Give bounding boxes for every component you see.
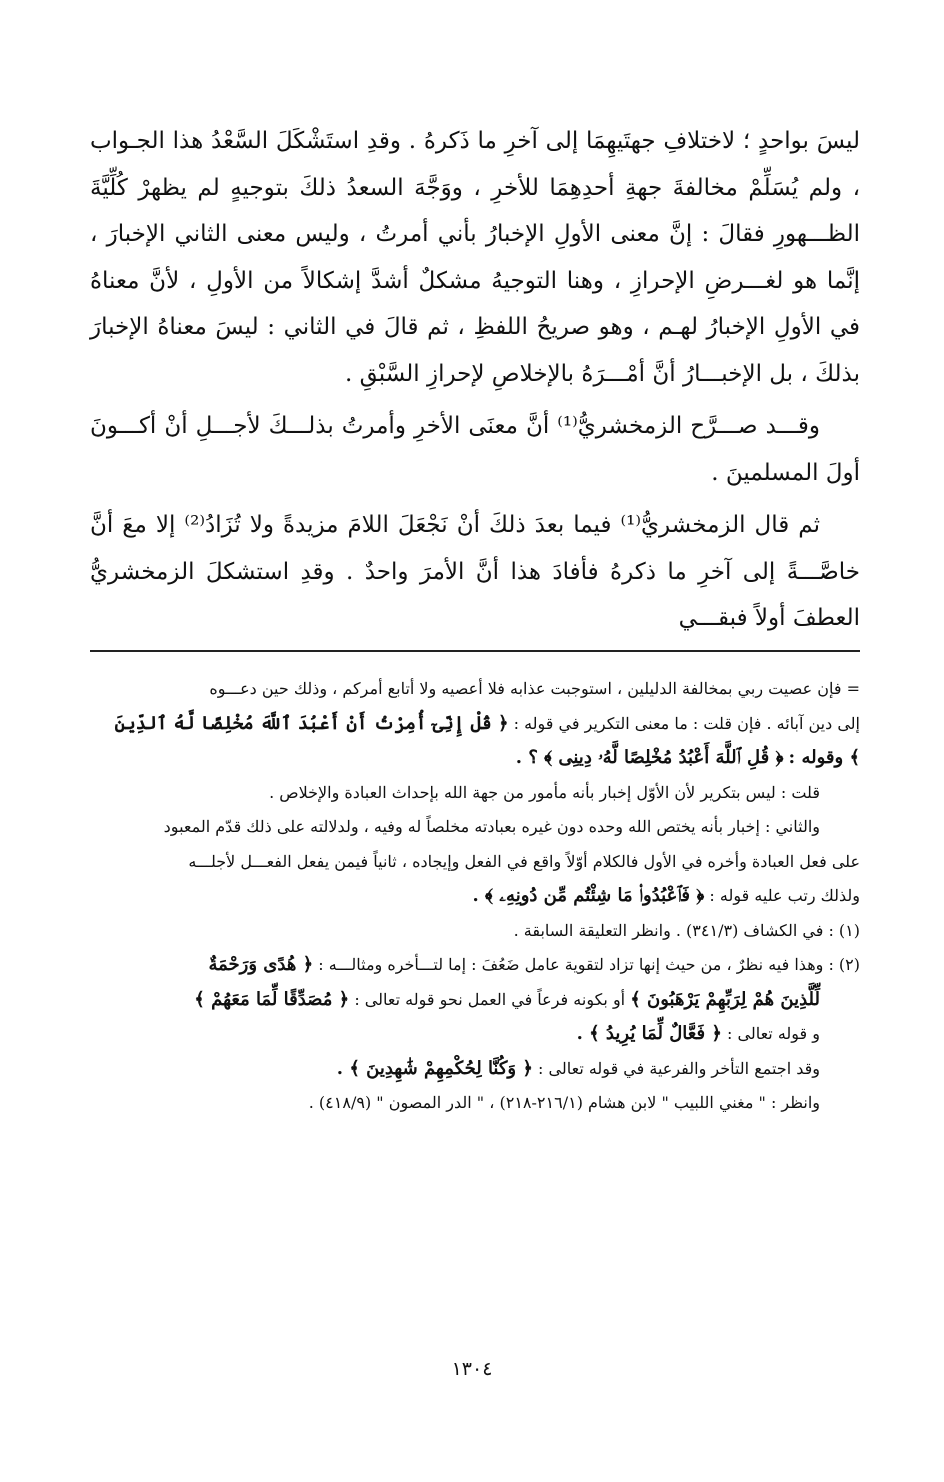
main-paragraph-1: ليسَ بواحدٍ ؛ لاختلافِ جهتَيهِمَا إلى آخرِ ما ذَكرهُ . وقدِ استَشْكَلَ السَّعْدُ هذا الجـواب ، ولم يُسَلِّمْ مخالفةَ جهةِ أحدِهِمَا للأخرِ ، ووَجَّهَ السعدُ ذلكَ بتوجيهٍ لم يظهرْ كُلِّيَّةَ الظـــهورِ فقالَ : إنَّ معنى الأولِ الإخبارُ بأني أمرتُ ، وليس معنى الثاني الإخبارَ ، إنَّما هو لغـــرضِ الإحرازِ ، وهنا التوجيهُ مشكلٌ أشدَّ إشكالاً من الأولِ ، لأنَّ معناهُ في الأولِ الإخبارُ لهـم ، وهو صريحُ اللفظِ ، ثم قالَ في الثاني : ليسَ معناهُ الإخبارَ بذلكَ ، بل الإخبـــارُ أنَّ أمْـــرَهُ بالإخلاصِ لإحرازِ السَّبْقِ . xyxy=(90,128,860,387)
main-text-body xyxy=(90,118,860,648)
footnote-note-2-line-5: وانظر : " مغني اللبيب " لابن هشام (٢١٦/١-٢١٨) ، " الدر المصون " (٤١٨/٩) . xyxy=(308,1093,820,1112)
quran-verse: ﴿ هُدًى وَرَحْمَةٌ xyxy=(208,954,314,975)
footnote-text: أو بكونه فرعاً في العمل نحو قوله تعالى : xyxy=(354,989,626,1009)
quran-verse: لِّلَّذِينَ هُمْ لِرَبِّهِمْ يَرْهَبُونَ ﴾ xyxy=(630,988,820,1010)
main-paragraph-2: وقـــد صـــرَّح الزمخشريُّ⁽¹⁾ أنَّ معنَى الأخرِ وأمرتُ بذلـــكَ لأجـــلِ أنْ أكـــونَ أولَ المسلمينَ . xyxy=(90,413,860,486)
main-paragraph-3: ثم قال الزمخشريُّ⁽¹⁾ فيما بعدَ ذلكَ أنْ نَجْعَلَ اللامَ مزيدةً ولا تُزَادُ⁽²⁾ إلا معَ أنَّ خاصَّـــةً إلى آخرِ ما ذكرهُ فأفادَ هذا أنَّ الأمرَ واحدٌ . وقدِ استشكلَ الزمخشريُّ العطفَ أولاً فبقـــي xyxy=(90,512,860,631)
footnote-answer-line-2: والثاني : إخبار بأنه يختص الله وحده دون غيره بعبادته مخلصاً له وفيه ، ولدلالته على ذلك قدّم المعبود xyxy=(163,817,820,836)
quran-verse: ﴿ مُصَدِّقًا لِّمَا مَعَهُمْ ﴾ xyxy=(194,988,350,1010)
quran-verse: ﴿ فَعَّالٌ لِّمَا يُرِيدُ ﴾ . xyxy=(576,1023,722,1044)
quran-verse: ﴿ قُلِ ٱللَّهَ أَعْبُدُ مُخْلِصًا لَّهُۥ دِينِى ﴾ ؟ . xyxy=(515,747,784,768)
footnote-note-2-line-4 xyxy=(90,1052,860,1087)
quran-verse-end: ﴾ وقوله : xyxy=(788,747,860,768)
footnote-note-2 xyxy=(90,948,860,983)
footnote-text: ولذلك رتب عليه قوله : xyxy=(709,886,860,905)
footnote-continuation-line-2 xyxy=(90,707,860,742)
footnote-answer-line-1: قلت : ليس بتكرير لأن الأوّل إخبار بأنه مأمور من جهة الله بإحداث العبادة والإخلاص . xyxy=(269,782,820,802)
footnote-continuation-line-3 xyxy=(90,741,860,776)
footnotes-section xyxy=(90,672,860,1121)
footnote-note-2-line-3 xyxy=(90,1017,860,1052)
footnote-note-1: (١) : في الكشاف (٣٤١/٣) . وانظر التعليقة السابقة . xyxy=(513,920,860,940)
footnote-note-2-line-2 xyxy=(90,983,860,1018)
footnote-answer-line-3: على فعل العبادة وأخره في الأول فالكلام أوّلاً واقع في الفعل وإيجاده ، ثانياً فيمن يفعل الفعـــل لأجلـــه xyxy=(188,851,860,871)
footnote-text: وقد اجتمع التأخر والفرعية في قوله تعالى : xyxy=(538,1058,820,1078)
footnote-answer-line-4 xyxy=(90,879,860,914)
footnote-text: إلى دين آبائه . فإن قلت : ما معنى التكرير في قوله : xyxy=(513,713,860,733)
quran-verse: ﴿ وَكُنَّا لِحُكْمِهِمْ شَٰهِدِينَ ﴾ . xyxy=(336,1057,533,1079)
footnote-divider xyxy=(90,650,860,652)
page-number: ١٣٠٤ xyxy=(451,1358,493,1380)
quran-verse: ﴿ قُلْ إِنِّىٓ أُمِرْتُ أَنْ أَعْبُدَ ٱللَّهَ مُخْلِصًا لَّهُ ٱلدِّينَ xyxy=(114,712,509,734)
footnote-continuation-line-1: = فإن عصيت ربي بمخالفة الدليلين ، استوجبت عذابه فلا أعصيه ولا أتابع أمركم ، وذلك حين دعـــوه xyxy=(209,679,860,698)
footnote-text: و قوله تعالى : xyxy=(727,1024,820,1043)
footnote-text: (٢) : وهذا فيه نظرٌ ، من حيث إنها تزاد لتقوية عامل ضَعُفَ : إما لتـــأخره ومثالـــه : xyxy=(318,955,860,974)
quran-verse: ﴿ فَٱعْبُدُوا۟ مَا شِئْتُم مِّن دُونِهِۦ ﴾ . xyxy=(472,885,705,906)
